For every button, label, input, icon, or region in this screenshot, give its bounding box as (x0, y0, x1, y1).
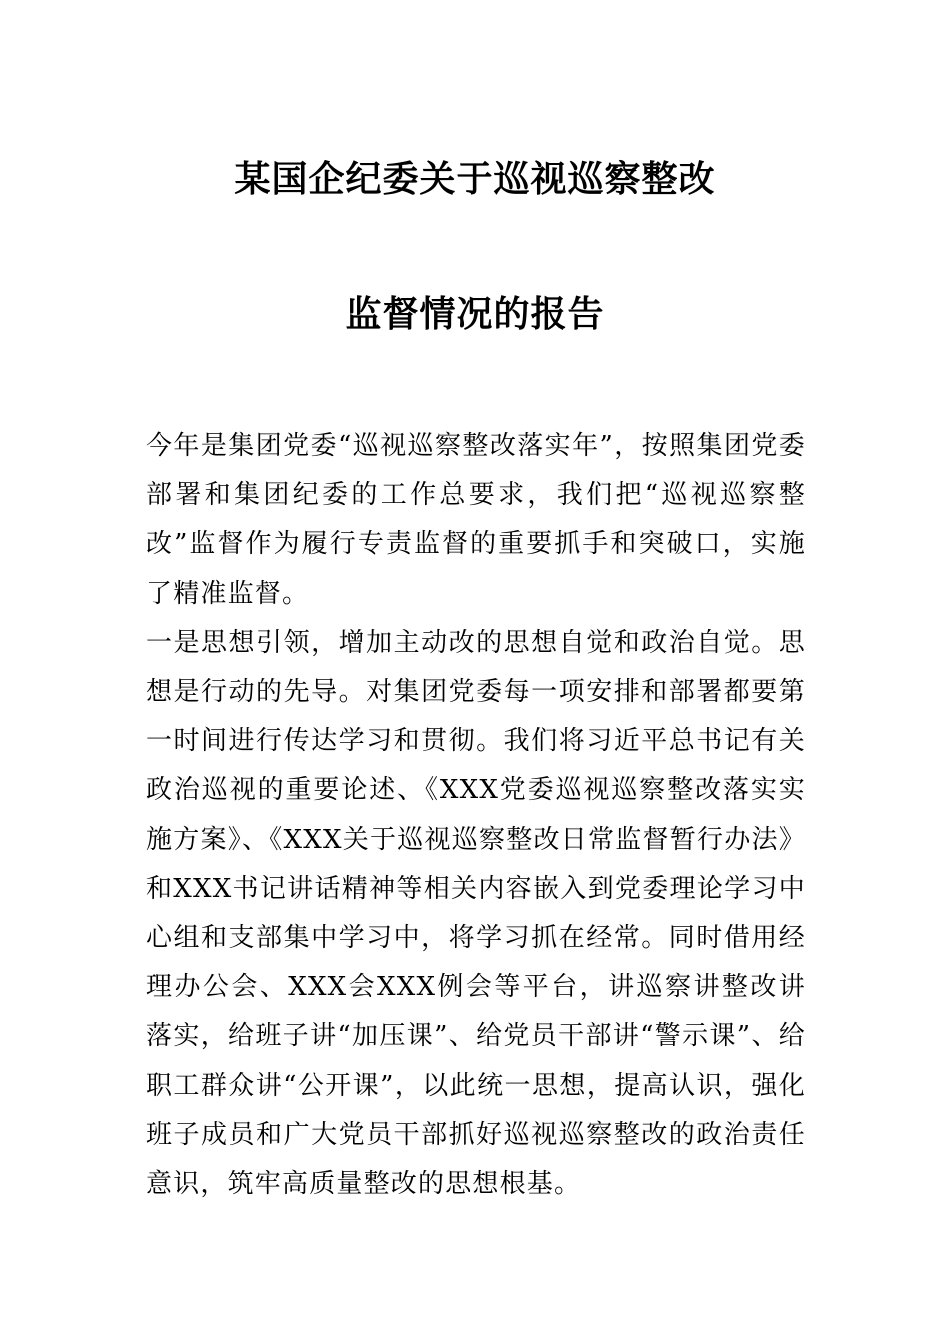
paragraph-intro: 今年是集团党委“巡视巡察整改落实年”，按照集团党委部署和集团纪委的工作总要求，我们把“巡视巡察整改”监督作为履行专责监督的重要抓手和突破口，实施了精准监督。 (146, 431, 806, 609)
title-line-2: 监督情况的报告 (345, 293, 605, 335)
paragraph-ideological-guidance: 一是思想引领，增加主动改的思想自觉和政治自觉。思想是行动的先导。对集团党委每一项安排和部署都要第一时间进行传达学习和贯彻。我们将习近平总书记有关政治巡视的重要论述、《XXX党委巡视巡察整改落实实施方案》、《XXX关于巡视巡察整改日常监督暂行办法》和XXX书记讲话精神等相关内容嵌入到党委理论学习中心组和支部集中学习中，将学习抓在经常。同时借用经理办公会、XXX会XXX例会等平台，讲巡察讲整改讲落实，给班子讲“加压课”、给党员干部讲“警示课”、给职工群众讲“公开课”，以此统一思想，提高认识，强化班子成员和广大党员干部抓好巡视巡察整改的政治责任意识，筑牢高质量整改的思想根基。 (146, 627, 806, 1200)
report-body (146, 422, 806, 1209)
title-line-1: 某国企纪委关于巡视巡察整改 (234, 158, 716, 200)
